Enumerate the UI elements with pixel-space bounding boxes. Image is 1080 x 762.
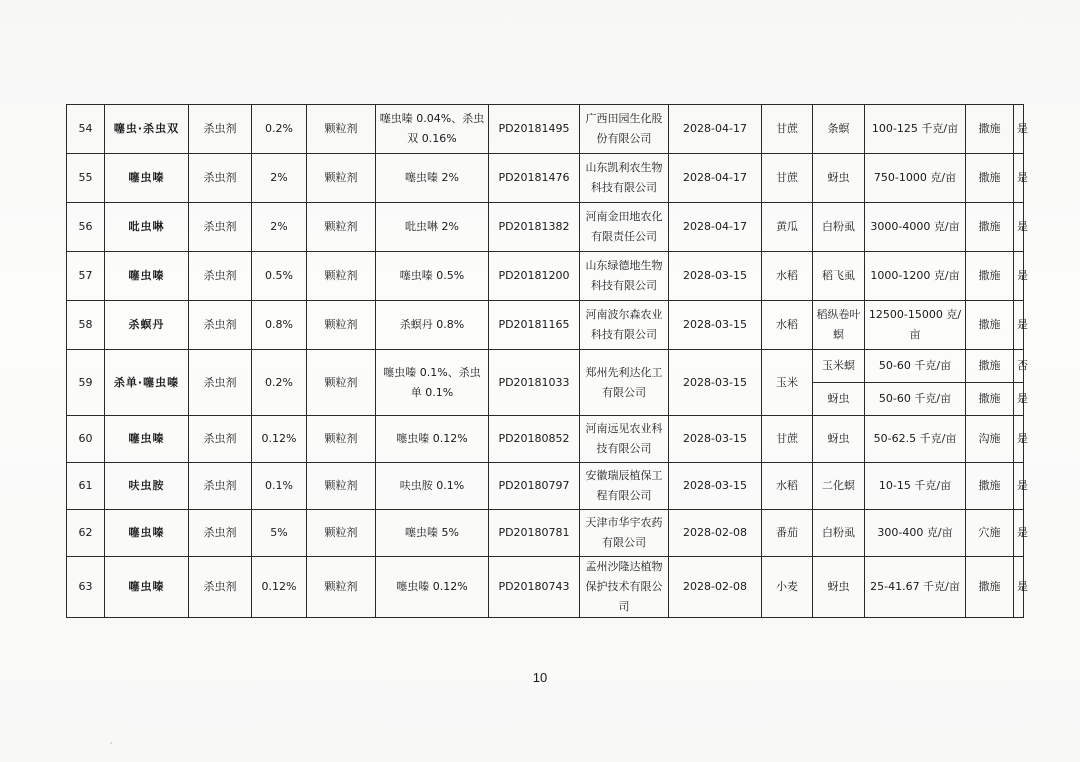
active-ingredient-cell: 噻虫嗪 2% <box>376 154 489 203</box>
flag-cell: 是 <box>1014 154 1024 203</box>
pesticide-type-cell: 杀虫剂 <box>189 154 252 203</box>
registrant-cell: 安徽瑞辰植保工程有限公司 <box>580 463 669 510</box>
product-name-cell: 噻虫嗪 <box>105 154 189 203</box>
target-pest-cell: 白粉虱 <box>813 510 865 557</box>
total-content-cell: 0.5% <box>252 252 307 301</box>
registrant-cell: 山东绿德地生物科技有限公司 <box>580 252 669 301</box>
registration-number-cell: PD20181495 <box>489 105 580 154</box>
crop-cell: 甘蔗 <box>762 154 813 203</box>
total-content-cell: 0.1% <box>252 463 307 510</box>
product-name-cell: 呋虫胺 <box>105 463 189 510</box>
expiry-date-cell: 2028-03-15 <box>669 301 762 350</box>
table-row <box>67 350 1024 383</box>
active-ingredient-cell: 杀螟丹 0.8% <box>376 301 489 350</box>
formulation-cell: 颗粒剂 <box>307 416 376 463</box>
target-pest-cell: 稻飞虱 <box>813 252 865 301</box>
row-number-cell: 56 <box>67 203 105 252</box>
registrant-cell: 天津市华宇农药有限公司 <box>580 510 669 557</box>
flag-cell: 是 <box>1014 301 1024 350</box>
pesticide-type-cell: 杀虫剂 <box>189 416 252 463</box>
dosage-cell: 50-60 千克/亩 <box>865 350 966 383</box>
registration-number-cell: PD20180743 <box>489 557 580 618</box>
total-content-cell: 0.12% <box>252 557 307 618</box>
expiry-date-cell: 2028-02-08 <box>669 557 762 618</box>
flag-cell: 是 <box>1014 463 1024 510</box>
registration-number-cell: PD20180852 <box>489 416 580 463</box>
application-method-cell: 撒施 <box>966 383 1014 416</box>
scan-speck <box>110 742 112 744</box>
expiry-date-cell: 2028-04-17 <box>669 154 762 203</box>
product-name-cell: 噻虫嗪 <box>105 416 189 463</box>
dosage-cell: 100-125 千克/亩 <box>865 105 966 154</box>
dosage-cell: 10-15 千克/亩 <box>865 463 966 510</box>
registrant-cell: 河南远见农业科技有限公司 <box>580 416 669 463</box>
pesticide-type-cell: 杀虫剂 <box>189 105 252 154</box>
row-number-cell: 62 <box>67 510 105 557</box>
application-method-cell: 撒施 <box>966 105 1014 154</box>
crop-cell: 甘蔗 <box>762 416 813 463</box>
application-method-cell: 撒施 <box>966 252 1014 301</box>
product-name-cell: 噻虫嗪 <box>105 510 189 557</box>
pesticide-type-cell: 杀虫剂 <box>189 301 252 350</box>
target-pest-cell: 蚜虫 <box>813 383 865 416</box>
total-content-cell: 2% <box>252 203 307 252</box>
target-pest-cell: 蚜虫 <box>813 557 865 618</box>
product-name-cell: 噻虫嗪 <box>105 252 189 301</box>
expiry-date-cell: 2028-02-08 <box>669 510 762 557</box>
table-row <box>67 154 1024 203</box>
total-content-cell: 0.8% <box>252 301 307 350</box>
registrant-cell: 郑州先利达化工有限公司 <box>580 350 669 416</box>
flag-cell: 是 <box>1014 203 1024 252</box>
registrant-cell: 广西田园生化股份有限公司 <box>580 105 669 154</box>
formulation-cell: 颗粒剂 <box>307 463 376 510</box>
formulation-cell: 颗粒剂 <box>307 557 376 618</box>
pesticide-type-cell: 杀虫剂 <box>189 203 252 252</box>
target-pest-cell: 稻纵卷叶螟 <box>813 301 865 350</box>
active-ingredient-cell: 噻虫嗪 0.5% <box>376 252 489 301</box>
pesticide-type-cell: 杀虫剂 <box>189 350 252 416</box>
registrant-cell: 山东凯利农生物科技有限公司 <box>580 154 669 203</box>
target-pest-cell: 蚜虫 <box>813 154 865 203</box>
crop-cell: 水稻 <box>762 252 813 301</box>
total-content-cell: 0.12% <box>252 416 307 463</box>
crop-cell: 番茄 <box>762 510 813 557</box>
pesticide-type-cell: 杀虫剂 <box>189 252 252 301</box>
formulation-cell: 颗粒剂 <box>307 105 376 154</box>
flag-cell: 是 <box>1014 557 1024 618</box>
application-method-cell: 撒施 <box>966 154 1014 203</box>
table-row <box>67 510 1024 557</box>
registrant-cell: 河南金田地农化有限责任公司 <box>580 203 669 252</box>
formulation-cell: 颗粒剂 <box>307 510 376 557</box>
target-pest-cell: 白粉虱 <box>813 203 865 252</box>
product-name-cell: 吡虫啉 <box>105 203 189 252</box>
target-pest-cell: 二化螟 <box>813 463 865 510</box>
application-method-cell: 撒施 <box>966 557 1014 618</box>
dosage-cell: 25-41.67 千克/亩 <box>865 557 966 618</box>
row-number-cell: 55 <box>67 154 105 203</box>
registrant-cell: 河南波尔森农业科技有限公司 <box>580 301 669 350</box>
pesticide-registration-table <box>66 104 1028 618</box>
application-method-cell: 穴施 <box>966 510 1014 557</box>
flag-cell: 是 <box>1014 105 1024 154</box>
active-ingredient-cell: 噻虫嗪 0.04%、杀虫双 0.16% <box>376 105 489 154</box>
table-row <box>67 416 1024 463</box>
application-method-cell: 撒施 <box>966 350 1014 383</box>
row-number-cell: 63 <box>67 557 105 618</box>
registration-number-cell: PD20180781 <box>489 510 580 557</box>
formulation-cell: 颗粒剂 <box>307 203 376 252</box>
total-content-cell: 2% <box>252 154 307 203</box>
target-pest-cell: 条螟 <box>813 105 865 154</box>
registration-number-cell: PD20181165 <box>489 301 580 350</box>
crop-cell: 小麦 <box>762 557 813 618</box>
active-ingredient-cell: 噻虫嗪 0.1%、杀虫单 0.1% <box>376 350 489 416</box>
flag-cell: 是 <box>1014 252 1024 301</box>
row-number-cell: 54 <box>67 105 105 154</box>
pesticide-type-cell: 杀虫剂 <box>189 510 252 557</box>
table-row <box>67 301 1024 350</box>
application-method-cell: 沟施 <box>966 416 1014 463</box>
product-name-cell: 噻虫嗪 <box>105 557 189 618</box>
row-number-cell: 59 <box>67 350 105 416</box>
formulation-cell: 颗粒剂 <box>307 350 376 416</box>
product-name-cell: 噻虫·杀虫双 <box>105 105 189 154</box>
crop-cell: 玉米 <box>762 350 813 416</box>
total-content-cell: 0.2% <box>252 350 307 416</box>
product-name-cell: 杀螟丹 <box>105 301 189 350</box>
row-number-cell: 57 <box>67 252 105 301</box>
target-pest-cell: 玉米螟 <box>813 350 865 383</box>
table-row <box>67 252 1024 301</box>
dosage-cell: 50-62.5 千克/亩 <box>865 416 966 463</box>
formulation-cell: 颗粒剂 <box>307 154 376 203</box>
registration-number-cell: PD20181382 <box>489 203 580 252</box>
registration-number-cell: PD20181033 <box>489 350 580 416</box>
registration-number-cell: PD20181200 <box>489 252 580 301</box>
application-method-cell: 撒施 <box>966 301 1014 350</box>
flag-cell: 否 <box>1014 350 1024 383</box>
table-row <box>67 463 1024 510</box>
flag-cell: 是 <box>1014 383 1024 416</box>
total-content-cell: 5% <box>252 510 307 557</box>
row-number-cell: 60 <box>67 416 105 463</box>
total-content-cell: 0.2% <box>252 105 307 154</box>
formulation-cell: 颗粒剂 <box>307 252 376 301</box>
dosage-cell: 750-1000 克/亩 <box>865 154 966 203</box>
crop-cell: 水稻 <box>762 463 813 510</box>
dosage-cell: 12500-15000 克/亩 <box>865 301 966 350</box>
crop-cell: 黄瓜 <box>762 203 813 252</box>
expiry-date-cell: 2028-03-15 <box>669 416 762 463</box>
flag-cell: 是 <box>1014 416 1024 463</box>
registrant-cell: 孟州沙隆达植物保护技术有限公司 <box>580 557 669 618</box>
expiry-date-cell: 2028-03-15 <box>669 350 762 416</box>
dosage-cell: 50-60 千克/亩 <box>865 383 966 416</box>
crop-cell: 水稻 <box>762 301 813 350</box>
expiry-date-cell: 2028-04-17 <box>669 105 762 154</box>
registration-number-cell: PD20181476 <box>489 154 580 203</box>
table-row <box>67 105 1024 154</box>
application-method-cell: 撒施 <box>966 463 1014 510</box>
row-number-cell: 61 <box>67 463 105 510</box>
active-ingredient-cell: 吡虫啉 2% <box>376 203 489 252</box>
active-ingredient-cell: 噻虫嗪 0.12% <box>376 557 489 618</box>
expiry-date-cell: 2028-04-17 <box>669 203 762 252</box>
formulation-cell: 颗粒剂 <box>307 301 376 350</box>
flag-cell: 是 <box>1014 510 1024 557</box>
pesticide-type-cell: 杀虫剂 <box>189 557 252 618</box>
registration-number-cell: PD20180797 <box>489 463 580 510</box>
application-method-cell: 撒施 <box>966 203 1014 252</box>
expiry-date-cell: 2028-03-15 <box>669 463 762 510</box>
active-ingredient-cell: 噻虫嗪 0.12% <box>376 416 489 463</box>
dosage-cell: 3000-4000 克/亩 <box>865 203 966 252</box>
active-ingredient-cell: 噻虫嗪 5% <box>376 510 489 557</box>
pesticide-type-cell: 杀虫剂 <box>189 463 252 510</box>
dosage-cell: 300-400 克/亩 <box>865 510 966 557</box>
page-number: 10 <box>532 670 548 685</box>
row-number-cell: 58 <box>67 301 105 350</box>
target-pest-cell: 蚜虫 <box>813 416 865 463</box>
dosage-cell: 1000-1200 克/亩 <box>865 252 966 301</box>
product-name-cell: 杀单·噻虫嗪 <box>105 350 189 416</box>
table-body <box>67 105 1028 618</box>
crop-cell: 甘蔗 <box>762 105 813 154</box>
expiry-date-cell: 2028-03-15 <box>669 252 762 301</box>
table-row <box>67 557 1024 618</box>
table-row <box>67 203 1024 252</box>
active-ingredient-cell: 呋虫胺 0.1% <box>376 463 489 510</box>
